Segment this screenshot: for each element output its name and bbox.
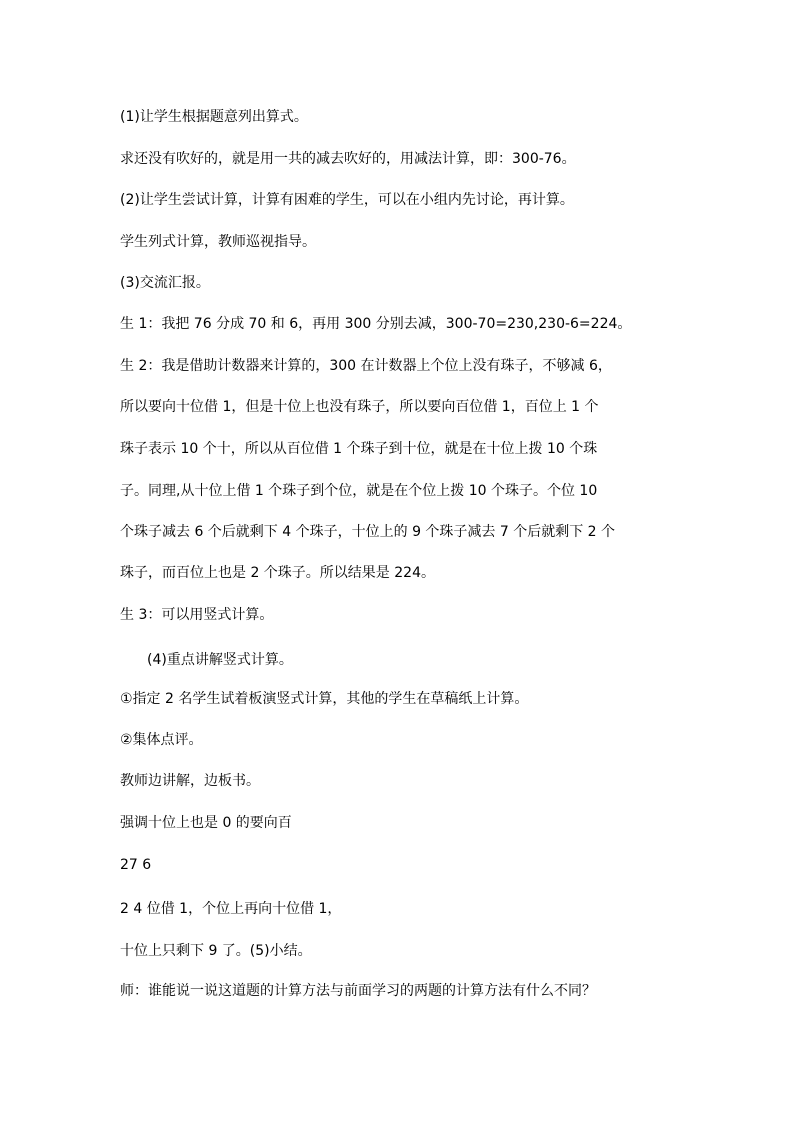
text-line-1: (1)让学生根据题意列出算式。 [120, 109, 308, 125]
text-line-18: 强调十位上也是 0 的要向百 [120, 815, 292, 831]
text-line-21: 十位上只剩下 9 了。(5)小结。 [120, 943, 312, 959]
text-line-17: 教师边讲解，边板书。 [120, 773, 260, 789]
text-line-8: 所以要向十位借 1，但是十位上也没有珠子，所以要向百位借 1，百位上 1 个 [120, 399, 599, 415]
text-line-6: 生 1：我把 76 分成 70 和 6，再用 300 分别去减，300-70=230,230-6=224。 [120, 316, 632, 332]
text-line-14: (4)重点讲解竖式计算。 [147, 652, 293, 668]
text-line-11: 个珠子减去 6 个后就剩下 4 个珠子，十位上的 9 个珠子减去 7 个后就剩下 2 个 [120, 524, 616, 540]
text-line-16: ②集体点评。 [120, 732, 203, 748]
text-line-20: 2 4 位借 1，个位上再向十位借 1， [120, 901, 342, 917]
text-line-5: (3)交流汇报。 [120, 275, 210, 291]
text-line-9: 珠子表示 10 个十，所以从百位借 1 个珠子到十位，就是在十位上拨 10 个珠 [120, 441, 598, 457]
text-line-7: 生 2：我是借助计数器来计算的，300 在计数器上个位上没有珠子，不够减 6， [120, 358, 612, 374]
text-line-19: 27 6 [120, 857, 152, 873]
text-line-13: 生 3：可以用竖式计算。 [120, 607, 274, 623]
text-line-12: 珠子，而百位上也是 2 个珠子。所以结果是 224。 [120, 565, 435, 581]
text-line-22: 师：谁能说一说这道题的计算方法与前面学习的两题的计算方法有什么不同？ [120, 983, 596, 999]
text-line-10: 子。同理,从十位上借 1 个珠子到个位，就是在个位上拨 10 个珠子。个位 10 [120, 483, 598, 499]
text-line-4: 学生列式计算，教师巡视指导。 [120, 234, 316, 250]
text-line-3: (2)让学生尝试计算，计算有困难的学生，可以在小组内先讨论，再计算。 [120, 192, 574, 208]
text-line-15: ①指定 2 名学生试着板演竖式计算，其他的学生在草稿纸上计算。 [120, 691, 529, 707]
text-line-2: 求还没有吹好的，就是用一共的减去吹好的，用减法计算，即：300-76。 [120, 151, 576, 167]
